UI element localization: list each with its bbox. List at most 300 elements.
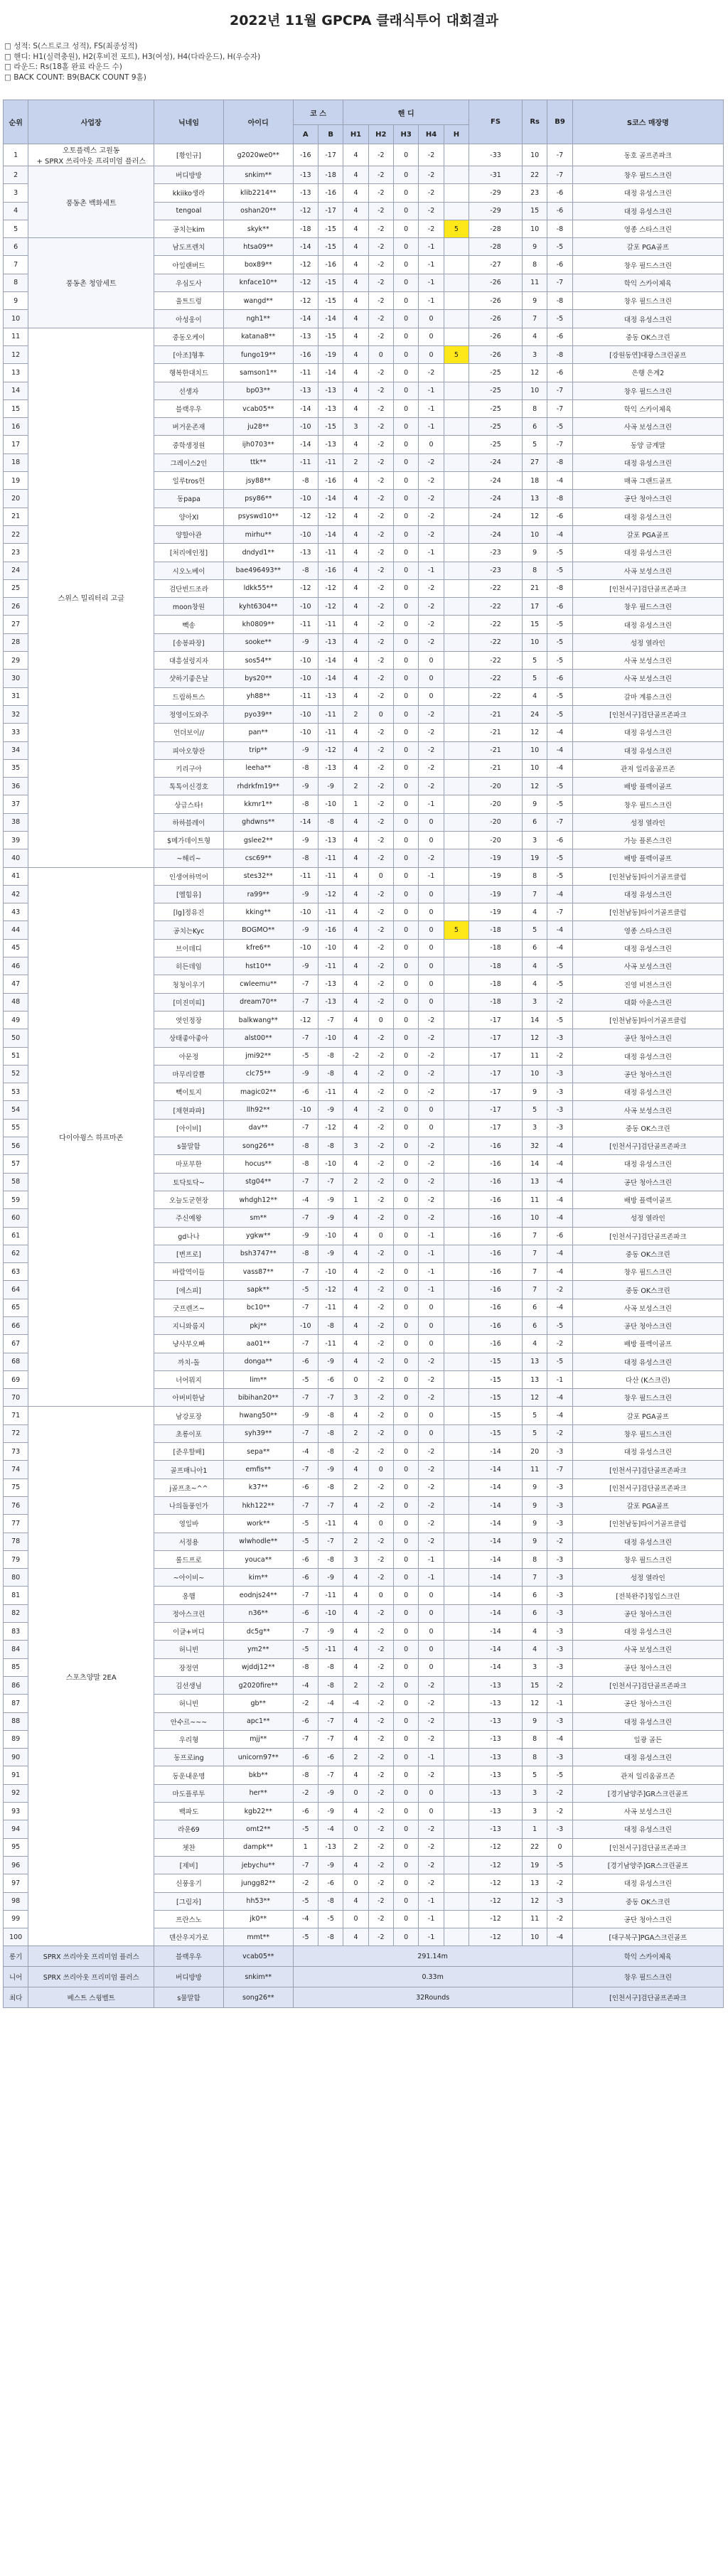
rounds-cell: 9 bbox=[522, 1496, 547, 1514]
userid-cell: alst00** bbox=[223, 1029, 293, 1047]
course-b-cell: -19 bbox=[318, 345, 343, 363]
backcount-cell: -4 bbox=[547, 1173, 572, 1191]
handi-h-cell bbox=[444, 1478, 469, 1496]
handi-h2-cell: 0 bbox=[368, 867, 393, 885]
handi-h-cell bbox=[444, 1407, 469, 1424]
table-row bbox=[4, 1407, 724, 1424]
course-a-cell: -7 bbox=[293, 1299, 318, 1316]
course-a-cell: -7 bbox=[293, 1029, 318, 1047]
final-score-cell: -20 bbox=[469, 813, 523, 831]
handi-h2-cell: -2 bbox=[368, 399, 393, 417]
venue-cell: 공단 청아스크린 bbox=[572, 1658, 723, 1676]
handi-h1-cell: 4 bbox=[343, 364, 368, 382]
table-row bbox=[4, 238, 724, 256]
backcount-cell: -5 bbox=[547, 616, 572, 633]
handi-h3-cell: 0 bbox=[394, 670, 419, 687]
handi-h4-cell: -2 bbox=[419, 1173, 444, 1191]
company-group-cell: 풍동촌 청암세트 bbox=[28, 238, 154, 328]
venue-cell: 관저 일리움골프존 bbox=[572, 1766, 723, 1784]
handi-h1-cell: 4 bbox=[343, 903, 368, 921]
rank-cell: 17 bbox=[4, 436, 28, 454]
header-rs: Rs bbox=[522, 100, 547, 144]
handi-h2-cell: -2 bbox=[368, 939, 393, 957]
userid-cell: BOGMO** bbox=[223, 921, 293, 939]
course-a-cell: -14 bbox=[293, 813, 318, 831]
handi-h3-cell: 0 bbox=[394, 921, 419, 939]
handi-h4-cell: 0 bbox=[419, 975, 444, 993]
header-nickname: 닉네임 bbox=[154, 100, 224, 144]
handi-h-cell bbox=[444, 364, 469, 382]
nickname-cell: 허니빈 bbox=[154, 1695, 224, 1712]
header-h3: H3 bbox=[394, 125, 419, 144]
rank-cell: 22 bbox=[4, 525, 28, 543]
backcount-cell: -5 bbox=[547, 544, 572, 562]
backcount-cell: -2 bbox=[547, 1424, 572, 1442]
nickname-cell: 영일바 bbox=[154, 1515, 224, 1533]
userid-cell: bibihan20** bbox=[223, 1389, 293, 1407]
handi-h-cell bbox=[444, 975, 469, 993]
backcount-cell: -4 bbox=[547, 939, 572, 957]
handi-h1-cell: 4 bbox=[343, 436, 368, 454]
handi-h1-cell: 2 bbox=[343, 1749, 368, 1766]
venue-cell: [대구북구]PGA스크린골프 bbox=[572, 1928, 723, 1946]
handi-h3-cell: 0 bbox=[394, 741, 419, 759]
userid-cell: aa01** bbox=[223, 1335, 293, 1353]
userid-cell: youca** bbox=[223, 1550, 293, 1568]
handi-h1-cell: -2 bbox=[343, 1047, 368, 1065]
company-group-cell: 다이아윙스 하프마존 bbox=[28, 867, 154, 1407]
venue-cell: 대정 유성스크린 bbox=[572, 1353, 723, 1370]
handi-h-cell bbox=[444, 525, 469, 543]
venue-cell: 매곡 그랜드골프 bbox=[572, 472, 723, 490]
rounds-cell: 12 bbox=[522, 1892, 547, 1910]
venue-cell: 성정 열라인 bbox=[572, 1569, 723, 1587]
course-b-cell: -11 bbox=[318, 867, 343, 885]
handi-h-cell bbox=[444, 1335, 469, 1353]
note-line: □ 핸디: H1(실력충원), H2(후비전 포트), H3(여성), H4(다라운드), H(우승자) bbox=[4, 52, 261, 61]
course-a-cell: -8 bbox=[293, 1155, 318, 1173]
handi-h3-cell: 0 bbox=[394, 345, 419, 363]
rank-cell: 100 bbox=[4, 1928, 28, 1946]
final-score-cell: -18 bbox=[469, 939, 523, 957]
rank-cell: 69 bbox=[4, 1370, 28, 1388]
handi-h3-cell: 0 bbox=[394, 1892, 419, 1910]
rounds-cell: 9 bbox=[522, 1083, 547, 1101]
handi-h-cell bbox=[444, 1928, 469, 1946]
backcount-cell: -5 bbox=[547, 975, 572, 993]
handi-h1-cell: 4 bbox=[343, 1587, 368, 1604]
handi-h4-cell: -2 bbox=[419, 525, 444, 543]
handi-h2-cell: -2 bbox=[368, 256, 393, 274]
venue-cell: 대정 유성스크린 bbox=[572, 184, 723, 202]
handi-h3-cell: 0 bbox=[394, 993, 419, 1011]
handi-h2-cell: 0 bbox=[368, 1587, 393, 1604]
course-b-cell: -6 bbox=[318, 1874, 343, 1892]
venue-cell: 공단 청아스크린 bbox=[572, 1317, 723, 1335]
userid-cell: clc75** bbox=[223, 1065, 293, 1083]
course-a-cell: -7 bbox=[293, 1209, 318, 1227]
handi-h4-cell: -1 bbox=[419, 292, 444, 310]
final-score-cell: -19 bbox=[469, 903, 523, 921]
rounds-cell: 12 bbox=[522, 724, 547, 741]
handi-h4-cell: -1 bbox=[419, 1245, 444, 1262]
nickname-cell: 덴산우지가로 bbox=[154, 1928, 224, 1946]
course-b-cell: -7 bbox=[318, 1011, 343, 1029]
course-b-cell: -13 bbox=[318, 831, 343, 849]
userid-cell: kkmr1** bbox=[223, 795, 293, 813]
final-score-cell: -20 bbox=[469, 778, 523, 795]
venue-cell: 창우 필드스크린 bbox=[572, 292, 723, 310]
userid-cell: n36** bbox=[223, 1604, 293, 1622]
course-a-cell: -14 bbox=[293, 436, 318, 454]
nickname-cell: 피아오향잔 bbox=[154, 741, 224, 759]
award-value: 291.14m bbox=[293, 1946, 572, 1967]
handi-h4-cell: -2 bbox=[419, 579, 444, 597]
nickname-cell: 동운내운명 bbox=[154, 1766, 224, 1784]
award-value: 0.33m bbox=[293, 1967, 572, 1987]
rank-cell: 16 bbox=[4, 418, 28, 436]
handi-h1-cell: 4 bbox=[343, 1011, 368, 1029]
final-score-cell: -24 bbox=[469, 490, 523, 508]
venue-cell: 창우 필드스크린 bbox=[572, 795, 723, 813]
handi-h-cell bbox=[444, 1658, 469, 1676]
course-b-cell: -8 bbox=[318, 1658, 343, 1676]
nickname-cell: 아문정 bbox=[154, 1047, 224, 1065]
final-score-cell: -14 bbox=[469, 1550, 523, 1568]
handi-h-cell bbox=[444, 490, 469, 508]
venue-cell: 대정 유성스크린 bbox=[572, 1047, 723, 1065]
backcount-cell: -4 bbox=[547, 1730, 572, 1748]
handi-h-cell bbox=[444, 687, 469, 705]
handi-h-cell bbox=[444, 1712, 469, 1730]
backcount-cell: -7 bbox=[547, 1461, 572, 1478]
handi-h4-cell: 0 bbox=[419, 310, 444, 328]
handi-h-cell bbox=[444, 1353, 469, 1370]
handi-h2-cell: -2 bbox=[368, 831, 393, 849]
handi-h1-cell: 4 bbox=[343, 849, 368, 867]
handi-h2-cell: -2 bbox=[368, 1784, 393, 1802]
handi-h4-cell: -2 bbox=[419, 1353, 444, 1370]
rounds-cell: 27 bbox=[522, 454, 547, 471]
course-b-cell: -10 bbox=[318, 795, 343, 813]
course-b-cell: -10 bbox=[318, 1155, 343, 1173]
venue-cell: [경기남양주]GR스크린골프 bbox=[572, 1784, 723, 1802]
userid-cell: sos54** bbox=[223, 652, 293, 670]
rounds-cell: 7 bbox=[522, 1281, 547, 1299]
rank-cell: 55 bbox=[4, 1119, 28, 1137]
handi-h1-cell: 4 bbox=[343, 670, 368, 687]
course-a-cell: -11 bbox=[293, 364, 318, 382]
handi-h-cell bbox=[444, 328, 469, 345]
venue-cell: 공단 청아스크린 bbox=[572, 1065, 723, 1083]
handi-h4-cell: 0 bbox=[419, 1803, 444, 1820]
userid-cell: hkh122** bbox=[223, 1496, 293, 1514]
handi-h-cell bbox=[444, 382, 469, 399]
final-score-cell: -17 bbox=[469, 1101, 523, 1119]
backcount-cell: -5 bbox=[547, 1011, 572, 1029]
nickname-cell: 상태좋아좋아 bbox=[154, 1029, 224, 1047]
handi-h4-cell: -2 bbox=[419, 508, 444, 525]
nickname-cell: 동프로ing bbox=[154, 1749, 224, 1766]
userid-cell: balkwang** bbox=[223, 1011, 293, 1029]
course-b-cell: -12 bbox=[318, 579, 343, 597]
course-b-cell: -8 bbox=[318, 1065, 343, 1083]
rank-cell: 50 bbox=[4, 1029, 28, 1047]
userid-cell: omt2** bbox=[223, 1820, 293, 1838]
rounds-cell: 8 bbox=[522, 399, 547, 417]
venue-cell: 다산 (K스크린) bbox=[572, 1370, 723, 1388]
nickname-cell: 시오노베이 bbox=[154, 562, 224, 579]
course-a-cell: -7 bbox=[293, 1496, 318, 1514]
course-b-cell: -18 bbox=[318, 166, 343, 184]
final-score-cell: -22 bbox=[469, 598, 523, 616]
handi-h-cell bbox=[444, 1676, 469, 1694]
handi-h4-cell: 0 bbox=[419, 687, 444, 705]
handi-h1-cell: 4 bbox=[343, 184, 368, 202]
handi-h1-cell: 4 bbox=[343, 885, 368, 903]
course-a-cell: -16 bbox=[293, 144, 318, 166]
course-b-cell: -12 bbox=[318, 1119, 343, 1137]
rounds-cell: 20 bbox=[522, 1443, 547, 1461]
venue-cell: [경기남양주]GR스크린골프 bbox=[572, 1856, 723, 1874]
handi-h-cell: 5 bbox=[444, 921, 469, 939]
handi-h4-cell: -1 bbox=[419, 238, 444, 256]
course-b-cell: -15 bbox=[318, 418, 343, 436]
course-b-cell: -16 bbox=[318, 921, 343, 939]
venue-cell: 갈포 PGA골프 bbox=[572, 1407, 723, 1424]
handi-h4-cell: -1 bbox=[419, 1263, 444, 1281]
rounds-cell: 9 bbox=[522, 1515, 547, 1533]
nickname-cell: 우리형 bbox=[154, 1730, 224, 1748]
course-b-cell: -8 bbox=[318, 1928, 343, 1946]
rounds-cell: 5 bbox=[522, 1766, 547, 1784]
final-score-cell: -17 bbox=[469, 1047, 523, 1065]
venue-cell: 중동 OK스크린 bbox=[572, 1281, 723, 1299]
handi-h2-cell: -2 bbox=[368, 957, 393, 975]
course-a-cell: -13 bbox=[293, 544, 318, 562]
backcount-cell: -8 bbox=[547, 220, 572, 237]
venue-cell: [인천서구]검단골프존파크 bbox=[572, 1461, 723, 1478]
handi-h-cell bbox=[444, 778, 469, 795]
course-b-cell: -10 bbox=[318, 939, 343, 957]
handi-h3-cell: 0 bbox=[394, 490, 419, 508]
backcount-cell: -4 bbox=[547, 1389, 572, 1407]
handi-h2-cell: -2 bbox=[368, 1335, 393, 1353]
handi-h4-cell: -2 bbox=[419, 1011, 444, 1029]
handi-h-cell bbox=[444, 759, 469, 777]
handi-h-cell bbox=[444, 1784, 469, 1802]
course-a-cell: -5 bbox=[293, 1641, 318, 1658]
course-b-cell: -12 bbox=[318, 1281, 343, 1299]
rounds-cell: 7 bbox=[522, 885, 547, 903]
handi-h1-cell: 4 bbox=[343, 1928, 368, 1946]
nickname-cell: [준우할배] bbox=[154, 1443, 224, 1461]
handi-h-cell bbox=[444, 1533, 469, 1550]
handi-h4-cell: -1 bbox=[419, 399, 444, 417]
handi-h2-cell: -2 bbox=[368, 1569, 393, 1587]
nickname-cell: 까치-돌 bbox=[154, 1353, 224, 1370]
nickname-cell: 중학생정원 bbox=[154, 436, 224, 454]
venue-cell: 사곡 보성스크린 bbox=[572, 418, 723, 436]
final-score-cell: -17 bbox=[469, 1065, 523, 1083]
course-a-cell: -8 bbox=[293, 1658, 318, 1676]
nickname-cell: 드림하트스 bbox=[154, 687, 224, 705]
handi-h1-cell: 4 bbox=[343, 1604, 368, 1622]
handi-h4-cell: 0 bbox=[419, 1299, 444, 1316]
handi-h-cell bbox=[444, 1496, 469, 1514]
handi-h2-cell: 0 bbox=[368, 1227, 393, 1245]
handi-h1-cell: 4 bbox=[343, 1029, 368, 1047]
course-a-cell: -10 bbox=[293, 670, 318, 687]
venue-cell: [인천서구]검단골프존파크 bbox=[572, 1676, 723, 1694]
final-score-cell: -13 bbox=[469, 1695, 523, 1712]
handi-h3-cell: 0 bbox=[394, 508, 419, 525]
handi-h2-cell: -2 bbox=[368, 1910, 393, 1928]
table-row bbox=[4, 144, 724, 166]
nickname-cell: 아일랜버드 bbox=[154, 256, 224, 274]
handi-h2-cell: -2 bbox=[368, 1658, 393, 1676]
backcount-cell: -6 bbox=[547, 670, 572, 687]
handi-h4-cell: -1 bbox=[419, 1227, 444, 1245]
nickname-cell: 버디방방 bbox=[154, 166, 224, 184]
final-score-cell: -16 bbox=[469, 1245, 523, 1262]
final-score-cell: -16 bbox=[469, 1299, 523, 1316]
handi-h1-cell: 4 bbox=[343, 1766, 368, 1784]
final-score-cell: -21 bbox=[469, 759, 523, 777]
handi-h2-cell: -2 bbox=[368, 921, 393, 939]
final-score-cell: -29 bbox=[469, 184, 523, 202]
final-score-cell: -12 bbox=[469, 1928, 523, 1946]
course-a-cell: -5 bbox=[293, 1370, 318, 1388]
venue-cell: 대정 유성스크린 bbox=[572, 202, 723, 220]
handi-h-cell bbox=[444, 1820, 469, 1838]
backcount-cell: -3 bbox=[547, 1569, 572, 1587]
userid-cell: hocus** bbox=[223, 1155, 293, 1173]
course-b-cell: -13 bbox=[318, 687, 343, 705]
handi-h-cell bbox=[444, 1838, 469, 1856]
final-score-cell: -14 bbox=[469, 1478, 523, 1496]
handi-h3-cell: 0 bbox=[394, 1173, 419, 1191]
header-b9: B9 bbox=[547, 100, 572, 144]
rounds-cell: 12 bbox=[522, 778, 547, 795]
handi-h3-cell: 0 bbox=[394, 1641, 419, 1658]
venue-cell: 일광 골든 bbox=[572, 1730, 723, 1748]
handi-h-cell bbox=[444, 1766, 469, 1784]
course-a-cell: -10 bbox=[293, 1317, 318, 1335]
handi-h3-cell: 0 bbox=[394, 849, 419, 867]
course-b-cell: -11 bbox=[318, 1515, 343, 1533]
handi-h4-cell: -2 bbox=[419, 1461, 444, 1478]
rounds-cell: 11 bbox=[522, 1910, 547, 1928]
handi-h-cell bbox=[444, 1245, 469, 1262]
course-b-cell: -8 bbox=[318, 1047, 343, 1065]
handi-h2-cell: -2 bbox=[368, 724, 393, 741]
award-userid: snkim** bbox=[223, 1967, 293, 1987]
handi-h4-cell: 0 bbox=[419, 1623, 444, 1641]
handi-h2-cell: -2 bbox=[368, 1083, 393, 1101]
handi-h2-cell: -2 bbox=[368, 795, 393, 813]
rank-cell: 49 bbox=[4, 1011, 28, 1029]
handi-h1-cell: 4 bbox=[343, 1730, 368, 1748]
course-a-cell: -12 bbox=[293, 292, 318, 310]
award-nickname: 블랙우우 bbox=[154, 1946, 224, 1967]
userid-cell: snkim** bbox=[223, 166, 293, 184]
note-line: □ 라운드: Rs(18홀 완료 라운드 수) bbox=[4, 63, 122, 71]
venue-cell: 대정 유성스크린 bbox=[572, 616, 723, 633]
final-score-cell: -13 bbox=[469, 1712, 523, 1730]
handi-h-cell bbox=[444, 885, 469, 903]
rounds-cell: 6 bbox=[522, 1317, 547, 1335]
backcount-cell: -5 bbox=[547, 1856, 572, 1874]
handi-h4-cell: -2 bbox=[419, 472, 444, 490]
course-a-cell: -2 bbox=[293, 1784, 318, 1802]
handi-h-cell bbox=[444, 508, 469, 525]
handi-h3-cell: 0 bbox=[394, 705, 419, 723]
backcount-cell: -5 bbox=[547, 705, 572, 723]
course-a-cell: -12 bbox=[293, 274, 318, 291]
course-b-cell: -11 bbox=[318, 903, 343, 921]
course-a-cell: -7 bbox=[293, 1587, 318, 1604]
handi-h4-cell: -2 bbox=[419, 454, 444, 471]
handi-h3-cell: 0 bbox=[394, 687, 419, 705]
rank-cell: 25 bbox=[4, 579, 28, 597]
backcount-cell: -4 bbox=[547, 724, 572, 741]
backcount-cell: -1 bbox=[547, 1695, 572, 1712]
handi-h3-cell: 0 bbox=[394, 1389, 419, 1407]
rounds-cell: 3 bbox=[522, 1803, 547, 1820]
venue-cell: 공단 청아스크린 bbox=[572, 490, 723, 508]
rank-cell: 19 bbox=[4, 472, 28, 490]
nickname-cell: 안수르~~~ bbox=[154, 1712, 224, 1730]
nickname-cell: 키리구아 bbox=[154, 759, 224, 777]
final-score-cell: -18 bbox=[469, 957, 523, 975]
rank-cell: 65 bbox=[4, 1299, 28, 1316]
userid-cell: stg04** bbox=[223, 1173, 293, 1191]
award-company: SPRX 쓰리아웃 프리미엄 플러스 bbox=[28, 1967, 154, 1987]
course-b-cell: -13 bbox=[318, 975, 343, 993]
venue-cell: 대정 유성스크린 bbox=[572, 1443, 723, 1461]
handi-h3-cell: 0 bbox=[394, 1730, 419, 1748]
course-b-cell: -8 bbox=[318, 1407, 343, 1424]
handi-h2-cell: -2 bbox=[368, 472, 393, 490]
backcount-cell: -4 bbox=[547, 1407, 572, 1424]
handi-h1-cell: 4 bbox=[343, 741, 368, 759]
nickname-cell: 아성웅이 bbox=[154, 310, 224, 328]
header-h: H bbox=[444, 125, 469, 144]
handi-h2-cell: -2 bbox=[368, 436, 393, 454]
backcount-cell: -4 bbox=[547, 1155, 572, 1173]
course-b-cell: -13 bbox=[318, 759, 343, 777]
handi-h1-cell: 4 bbox=[343, 939, 368, 957]
handi-h4-cell: -2 bbox=[419, 1083, 444, 1101]
rank-cell: 82 bbox=[4, 1604, 28, 1622]
rank-cell: 60 bbox=[4, 1209, 28, 1227]
nickname-cell: [황인규] bbox=[154, 144, 224, 166]
handi-h1-cell: 0 bbox=[343, 1784, 368, 1802]
handi-h2-cell: -2 bbox=[368, 1047, 393, 1065]
rounds-cell: 3 bbox=[522, 1784, 547, 1802]
backcount-cell: -4 bbox=[547, 1299, 572, 1316]
rank-cell: 2 bbox=[4, 166, 28, 184]
final-score-cell: -16 bbox=[469, 1191, 523, 1208]
venue-cell: [인천서구]검단골프존파크 bbox=[572, 579, 723, 597]
nickname-cell: 정아스크린 bbox=[154, 1604, 224, 1622]
handi-h1-cell: 2 bbox=[343, 1424, 368, 1442]
handi-h4-cell: -2 bbox=[419, 1047, 444, 1065]
backcount-cell: -6 bbox=[547, 508, 572, 525]
rank-cell: 79 bbox=[4, 1550, 28, 1568]
nickname-cell: 선생자 bbox=[154, 382, 224, 399]
